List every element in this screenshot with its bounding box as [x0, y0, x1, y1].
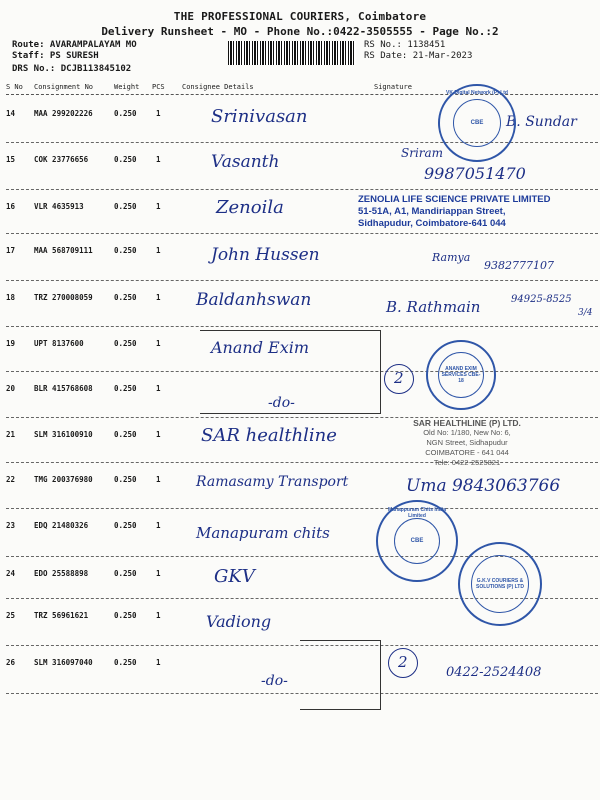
col-sno: S No [6, 83, 23, 91]
row-consignee-handwritten: John Hussen [211, 245, 320, 265]
stamp-line: Sidhapudur, Coimbatore-641 044 [358, 218, 506, 229]
row-pcs: 1 [156, 339, 161, 348]
row-consignment: COK 23776656 [34, 155, 89, 164]
row-weight: 0.250 [114, 155, 137, 164]
bracket-mark [200, 330, 381, 414]
row-sno: 23 [6, 521, 16, 530]
phone-note-handwritten: 94925-8525 [511, 294, 572, 305]
row-pcs: 1 [156, 658, 161, 667]
row-consignment: TRZ 56961621 [34, 611, 89, 620]
row-pcs: 1 [156, 246, 161, 255]
table-row [6, 233, 598, 281]
rs-date: RS Date: 21-Mar-2023 [364, 51, 473, 61]
time-note-handwritten: 3/4 [578, 308, 593, 318]
row-weight: 0.250 [114, 521, 137, 530]
row-pcs: 1 [156, 155, 161, 164]
row-weight: 0.250 [114, 109, 137, 118]
stamp-text: CBE [410, 538, 424, 544]
row-sno: 16 [6, 202, 16, 211]
stamp-line: 51-51A, A1, Mandiriappan Street, [358, 206, 506, 217]
manappuram-stamp [376, 500, 458, 582]
circled-mark [384, 364, 414, 394]
row-weight: 0.250 [114, 611, 137, 620]
stamp-line: Tele: 0422-2525821 [433, 458, 501, 467]
circled-number: 2 [398, 653, 408, 671]
row-weight: 0.250 [114, 202, 137, 211]
row-signature-handwritten: 0422-2524408 [446, 665, 542, 680]
row-consignee-handwritten: SAR healthline [201, 425, 337, 446]
row-pcs: 1 [156, 475, 161, 484]
vk-digital-stamp [438, 84, 516, 162]
row-pcs: 1 [156, 569, 161, 578]
row-consignee-handwritten: Srinivasan [211, 106, 308, 127]
row-consignee-handwritten: GKV [214, 566, 255, 587]
row-pcs: 1 [156, 109, 161, 118]
row-pcs: 1 [156, 293, 161, 302]
row-pcs: 1 [156, 384, 161, 393]
row-pcs: 1 [156, 430, 161, 439]
row-signature-handwritten: 9987051470 [424, 164, 526, 183]
rs-number: RS No.: 1138451 [364, 40, 446, 50]
route-label: Route: AVARAMPALAYAM MO [12, 40, 137, 50]
table-row [6, 280, 598, 327]
row-consignee-handwritten: Manapuram chits [196, 524, 330, 542]
drs-number: DRS No.: DCJB113845102 [12, 64, 132, 74]
row-sno: 14 [6, 109, 16, 118]
row-consignee-handwritten: Anand Exim [211, 338, 310, 357]
row-consignment: SLM 316100910 [34, 430, 93, 439]
sar-healthline-stamp [392, 418, 542, 468]
row-consignment: EDQ 21480326 [34, 521, 89, 530]
row-sno: 24 [6, 569, 16, 578]
row-consignee-handwritten: -do- [268, 395, 295, 411]
row-weight: 0.250 [114, 293, 137, 302]
row-sno: 18 [6, 293, 16, 302]
zenolia-stamp [358, 194, 550, 230]
stamp-line: ZENOLIA LIFE SCIENCE PRIVATE LIMITED [358, 194, 551, 205]
staff-label: Staff: PS SURESH [12, 51, 99, 61]
row-sno: 17 [6, 246, 16, 255]
stamp-text: ANAND EXIM SERVICES CBE-18 [438, 352, 484, 398]
row-pcs: 1 [156, 611, 161, 620]
row-consignee-handwritten: Vasanth [211, 152, 280, 172]
row-consignment: BLR 415768608 [34, 384, 93, 393]
row-consignee-handwritten: Zenoila [216, 197, 284, 218]
table-row [6, 462, 598, 509]
stamp-line: SAR HEALTHLINE (P) LTD. [413, 418, 521, 428]
row-consignment: MAA 568709111 [34, 246, 93, 255]
bracket-mark [300, 640, 381, 710]
circled-mark [388, 648, 418, 678]
row-consignment: UPT 8137600 [34, 339, 84, 348]
runsheet-subtitle: Delivery Runsheet - MO - Phone No.:0422-3505555 - Page No.:2 [101, 25, 499, 38]
row-weight: 0.250 [114, 384, 137, 393]
col-signature: Signature [374, 83, 412, 91]
row-pcs: 1 [156, 202, 161, 211]
row-consignment: SLM 316097040 [34, 658, 93, 667]
col-weight: Weight [114, 83, 140, 91]
stamp-text: G.K.V COURIERS & SOLUTIONS (P) LTD [471, 555, 529, 613]
stamp-line: Old No: 1/180, New No: 6, [423, 428, 511, 437]
col-consignee: Consignee Details [182, 83, 254, 91]
row-sno: 19 [6, 339, 16, 348]
row-consignment: MAA 299202226 [34, 109, 93, 118]
stamp-line: COIMBATORE - 641 044 [425, 448, 509, 457]
row-sno: 21 [6, 430, 16, 439]
row-consignment: TRZ 270008059 [34, 293, 93, 302]
barcode [228, 41, 356, 65]
col-consignment: Consignment No [34, 83, 94, 91]
row-weight: 0.250 [114, 475, 137, 484]
table-row [6, 142, 598, 190]
stamp-text: CBE [470, 120, 484, 126]
row-consignment: EDO 25588898 [34, 569, 89, 578]
row-weight: 0.250 [114, 339, 137, 348]
row-consignee-handwritten: Baldanhswan [196, 290, 312, 310]
signatory-name-handwritten: Ramya [432, 251, 471, 264]
row-consignment: VLR 4635913 [34, 202, 84, 211]
row-weight: 0.250 [114, 569, 137, 578]
row-sno: 15 [6, 155, 16, 164]
row-signature-handwritten: Uma 9843063766 [406, 476, 561, 496]
row-sno: 25 [6, 611, 16, 620]
row-consignee-handwritten: Ramasamy Transport [196, 474, 349, 490]
stamp-line: NGN Street, Sidhapudur [426, 438, 508, 447]
row-pcs: 1 [156, 521, 161, 530]
row-sno: 20 [6, 384, 16, 393]
row-signature-handwritten: 9382777107 [484, 259, 554, 272]
row-consignee-handwritten: -do- [261, 673, 288, 689]
row-consignment: TMG 200376980 [34, 475, 93, 484]
runsheet-title: THE PROFESSIONAL COURIERS, Coimbatore [173, 10, 427, 23]
row-weight: 0.250 [114, 246, 137, 255]
row-sno: 22 [6, 475, 16, 484]
stamp-ring-text: VK Digital Network (P) Ltd [446, 90, 508, 96]
circled-number: 2 [394, 369, 404, 387]
row-weight: 0.250 [114, 430, 137, 439]
stamp-ring-text: Manappuram Chits India Limited [387, 507, 447, 519]
row-consignee-handwritten: Vadiong [206, 612, 272, 631]
signatory-name-handwritten: Sriram [401, 146, 444, 160]
row-sno: 26 [6, 658, 16, 667]
col-pcs: PCS [152, 83, 165, 91]
row-signature-handwritten: B. Rathmain [386, 298, 481, 316]
gkv-couriers-stamp [458, 542, 542, 626]
row-weight: 0.250 [114, 658, 137, 667]
row-signature-handwritten: B. Sundar [506, 114, 577, 130]
anand-exim-stamp [426, 340, 496, 410]
